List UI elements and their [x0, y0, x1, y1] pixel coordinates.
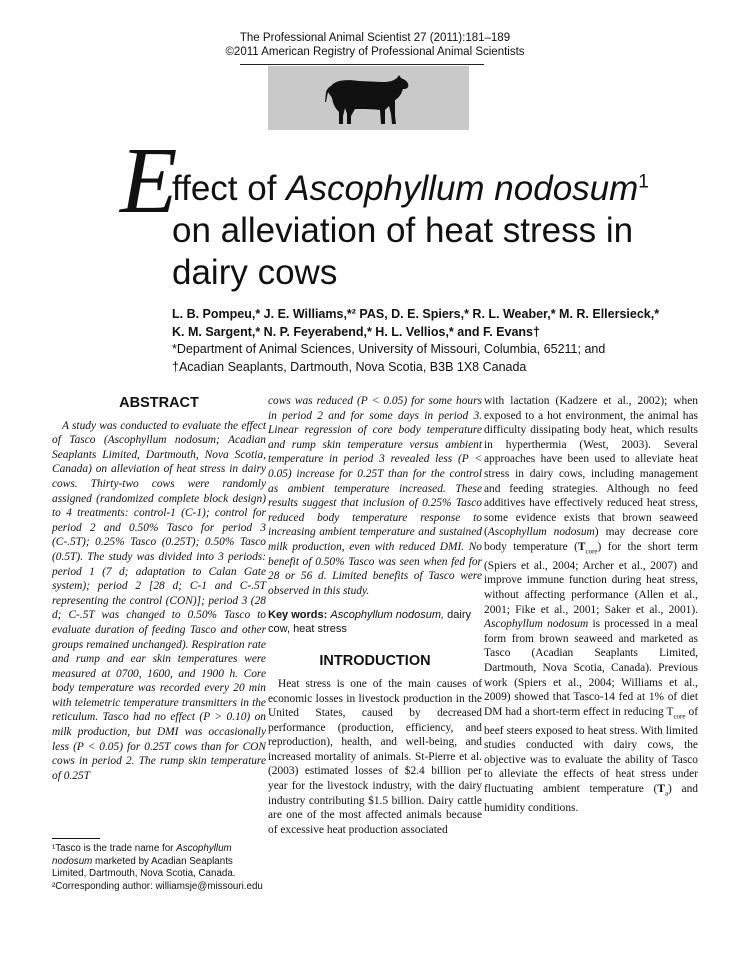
column-2 [268, 394, 482, 837]
intro-paragraph-continued: with lactation (Kadzere et al., 2002); when exposed to a hot environment, the animal has difficulty dissipating body heat, which results in hyperthermia (West, 2003). Several approaches have been used to alleviate heat stress in dairy cows, including management and feeding strategies. Although no feed additives have effectively reduced heat stress, some evidence exists that brown seaweed (Ascophyllum nodosum) may decrease core body temperature $(T_{core})$ for the short term (Spiers et al., 2004; Archer et al., 2007) and improve immune function during heat stress, without affecting performance (Allen et al., 2001; Fike et al., 2001; Saker et al., 2001). Ascophyllum nodosum is processed in a meal form from brown seaweed and marketed as Tasco (Acadian Seaplants Limited, Dartmouth, Nova Scotia, Canada). Previous work (Spiers et al., 2004; Williams et al., 2009) showed that Tasco-14 fed at 1% of diet DM had a short-term effect in reducing $T_{core}$ of beef steers exposed to heat stress. With limited studies conducted with dairy cows, the objective was to evaluate the ability of Tasco to alleviate the effects of heat stress under fluctuating ambient temperature $(T_a)$ and humidity conditions. [484, 395, 698, 814]
affiliation-2: †Acadian Seaplants, Dartmouth, Nova Scotia, B3B 1X8 Canada [172, 359, 527, 374]
author-line-2: K. M. Sargent,* N. P. Feyerabend,* H. L. Vellios,* and F. Evans† [172, 324, 540, 339]
cow-silhouette-icon [325, 72, 413, 126]
header-rule [240, 64, 484, 65]
intro-paragraph-1: Heat stress is one of the main causes of economic losses in livestock production in the United States, caused by decreased performance (production, efficiency, and reproduction), health, and well-being, and increased mortality of animals. St-Pierre et al. (2003) estimated losses of $2.4 billion per year for the livestock industry, with the dairy industry contributing $1.5 billion. Dairy cattle are one of the most affected animals because of excessive heat production associated [268, 677, 482, 836]
journal-copyright: ©2011 American Registry of Professional Animal Scientists [225, 46, 525, 58]
drop-cap: E [120, 129, 174, 233]
footnotes [52, 838, 266, 893]
author-line-1: L. B. Pompeu,* J. E. Williams,*² PAS, D. E. Spiers,* R. L. Weaber,* M. R. Ellersieck,* [172, 307, 660, 321]
author-block [172, 306, 659, 376]
title-line-2: on alleviation of heat stress in [172, 211, 634, 250]
introduction-heading: INTRODUCTION [319, 653, 431, 670]
title-line-3: dairy cows [172, 253, 338, 292]
abstract-text-part-1: A study was conducted to evaluate the effect of Tasco (Ascophyllum nodosum; Acadian Seaplants Limited, Dartmouth, Nova Scotia, Canada) on alleviation of heat stress in dairy cows. Thirty-two cows were randomly assigned (randomized complete block design) to 4 treatments: control-1 (C-1); control for period 2 and 0.50% Tasco for period 3 (C-.5T); 0.25% Tasco (0.25T); 0.50% Tasco (0.5T). The study was divided into 3 periods: period 1 (7 d; adaptation to Calan Gate system); period 2 [28 d; C-1 and C-.5T representing the control (CON)]; period 3 (28 d; C-.5T was changed to 0.50% Tasco to evaluate duration of feeding Tasco and other groups remained unchanged). Respiration rate and rump and ear skin temperatures were measured at 0700, 1600, and 1900 h. Core body temperature was recorded every 20 min with telemetric temperature transmitters in the reticulum. Tasco had no effect (P > 0.10) on milk production, but DMI was occasionally less (P < 0.05) for 0.25T cows than for CON cows in period 2. The rump skin temperature of 0.25T [52, 419, 266, 782]
abstract-heading: ABSTRACT [119, 395, 199, 411]
journal-citation: The Professional Animal Scientist 27 (2011):181–189 [239, 32, 511, 44]
abstract-text-part-2: cows was reduced (P < 0.05) for some hours in period 2 and for some days in period 3. Linear regression of core body temperature and rump skin temperature versus ambient temperature in period 3 revealed less (P < 0.05) increase for 0.25T than for the control as ambient temperature increased. These results suggest that inclusion of 0.25% Tasco reduced body temperature response to increasing ambient temperature and sustained milk production, even with reduced DMI. No benefit of 0.50% Tasco was seen when fed for 28 or 56 d. Limited benefits of Tasco were observed in this study. [268, 395, 482, 597]
title-line-1: ffect of Ascophyllum nodosum$^1$ [172, 169, 649, 208]
footnote-1: ¹Tasco is the trade name for Ascophyllum nodosum marketed by Acadian Seaplants Limited, Dartmouth, Nova Scotia, Canada. [52, 843, 236, 880]
column-3 [484, 394, 698, 815]
journal-banner [268, 66, 469, 130]
footnote-2: ²Corresponding author: williamsje@missouri.edu [52, 880, 263, 892]
footnote-rule [52, 838, 100, 839]
keywords: Key words: Ascophyllum nodosum, dairy cow, heat stress [268, 609, 471, 636]
journal-header [0, 31, 738, 59]
affiliation-1: *Department of Animal Sciences, University of Missouri, Columbia, 65211; and [172, 342, 606, 356]
column-1 [52, 396, 266, 783]
